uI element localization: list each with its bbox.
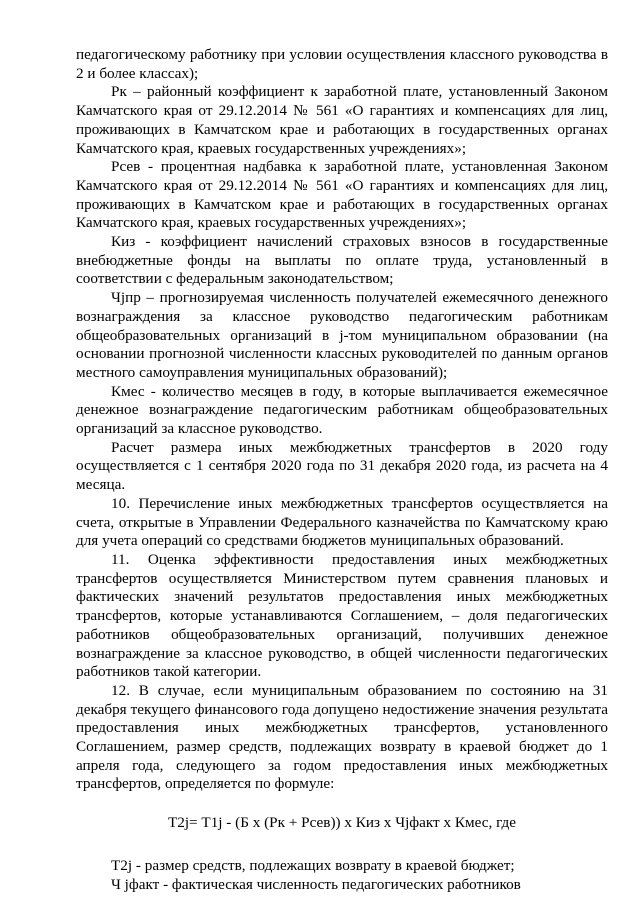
paragraph-chjpr: Чjпр – прогнозируемая численность получателей ежемесячного денежного вознаграждения за классное руководство педагогическим работникам общеобразовательных организаций в j-том муниципальном образовании (на основании прогнозной численности классных руководителей по данным органов местного самоуправления муниципальных образований); [76,289,608,381]
paragraph-chjfakt: Ч jфакт - фактическая численность педагогических работников [111,875,521,893]
paragraph-11: 11. Оценка эффективности предоставления иных межбюджетных трансфертов осуществляется Министерством путем сравнения плановых и фактических значений результатов предоставления иных межбюджетных трансфертов, которые устанавливаются Соглашением, – доля педагогических работников общеобразовательных организаций, получивших денежное вознаграждение за классное руководство, в общей численности педагогических работников такой категории. [76,550,608,681]
paragraph-12: 12. В случае, если муниципальным образованием по состоянию на 31 декабря текущего финансового года допущено недостижение значения результата предоставления иных межбюджетных трансфертов, установленного Соглашением, размер средств, подлежащих возврату в краевой бюджет до 1 апреля года, следующего за годом предоставления иных межбюджетных трансфертов, определяется по формуле: [76,681,608,793]
paragraph-kiz: Киз - коэффициент начислений страховых взносов в государственные внебюджетные фонды на выплаты по оплате труда, установленный в соответствии с федеральным законодательством; [76,233,608,288]
paragraph-rk: Рк – районный коэффициент к заработной плате, установленный Законом Камчатского края от 29.12.2014 № 561 «О гарантиях и компенсациях для лиц, проживающих в Камчатском крае и работающих в государственных органах Камчатского края, краевых государственных учреждениях»; [76,83,608,157]
paragraph-rsev: Рсев - процентная надбавка к заработной плате, установленная Законом Камчатского края от 29.12.2014 № 561 «О гарантиях и компенсациях для лиц, проживающих в Камчатском крае и работающих в государственных органах Камчатского края, краевых государственных учреждениях»; [76,158,608,232]
document-page [76,46,608,894]
formula: Т2j= Т1j - (Б х (Рк + Рсев)) х Киз х Чjфакт х Кмес, где [167,814,517,832]
paragraph-t2j: Т2j - размер средств, подлежащих возврату в краевой бюджет; [111,856,515,874]
paragraph-1: педагогическому работнику при условии осуществления классного руководства в 2 и более классах); [76,46,608,82]
paragraph-10: 10. Перечисление иных межбюджетных трансфертов осуществляется на счета, открытые в Управлении Федерального казначейства по Камчатскому краю для учета операций со средствами бюджетов муниципальных образований. [76,494,608,550]
paragraph-calculation: Расчет размера иных межбюджетных трансфертов в 2020 году осуществляется с 1 сентября 2020 года по 31 декабря 2020 года, из расчета на 4 месяца. [76,438,608,494]
paragraph-kmes: Кмес - количество месяцев в году, в которые выплачивается ежемесячное денежное вознаграждение педагогическим работникам общеобразовательных организаций за классное руководство. [76,382,608,438]
